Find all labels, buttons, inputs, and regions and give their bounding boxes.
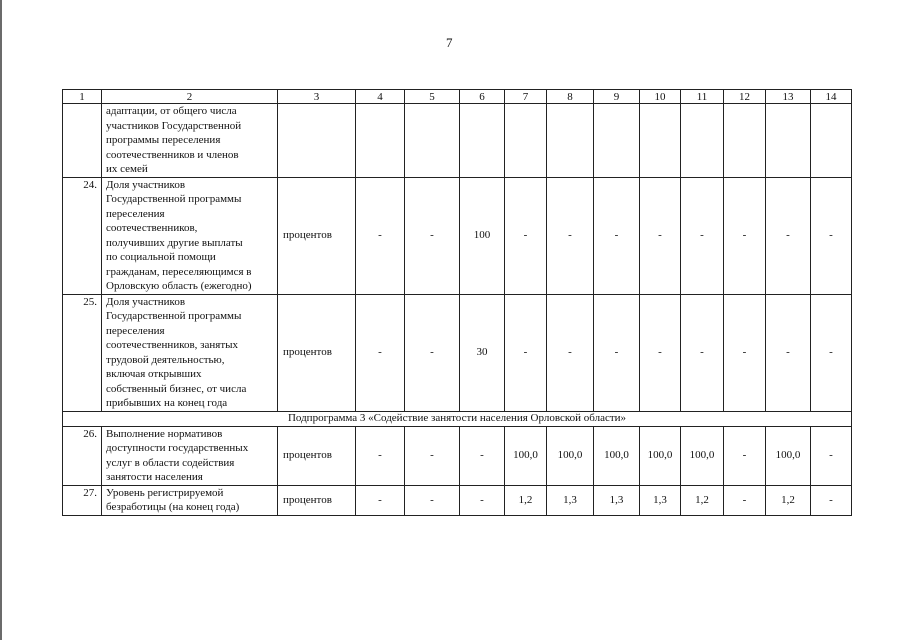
value-cell: 100: [460, 177, 505, 294]
table-row: [63, 104, 852, 178]
column-number-cell: 11: [681, 90, 724, 104]
column-number-cell: 13: [766, 90, 811, 104]
indicator-name-line: программы переселения: [106, 134, 221, 146]
value-cell: -: [356, 485, 405, 515]
value-cell: -: [766, 177, 811, 294]
indicator-name-line: соотечественников и членов: [106, 148, 239, 161]
value-cell: 100,0: [766, 426, 811, 485]
unit-of-measure: процентов: [278, 177, 356, 294]
indicator-name: [102, 104, 278, 178]
indicator-name-line: прибывших на конец года: [106, 397, 228, 409]
table-row: [63, 177, 852, 294]
column-number-cell: 8: [547, 90, 594, 104]
column-number-cell: 14: [811, 90, 852, 104]
table-row: [63, 485, 852, 515]
column-number-cell: 6: [460, 90, 505, 104]
value-cell: -: [681, 177, 724, 294]
unit-of-measure: [278, 104, 356, 178]
value-cell: [505, 104, 547, 178]
value-cell: 1,2: [766, 485, 811, 515]
column-number-cell: 1: [63, 90, 102, 104]
column-number-cell: 4: [356, 90, 405, 104]
indicator-name-line: доступности государственных: [106, 442, 249, 454]
column-number-cell: 12: [724, 90, 766, 104]
value-cell: -: [724, 485, 766, 515]
row-number: [63, 104, 102, 178]
column-number-cell: 7: [505, 90, 547, 104]
indicator-name-line: Уровень регистрируемой: [106, 486, 224, 499]
value-cell: -: [547, 294, 594, 411]
value-cell: 1,2: [505, 485, 547, 515]
value-cell: -: [356, 177, 405, 294]
indicator-name-line: по социальной помощи: [106, 251, 216, 263]
value-cell: -: [356, 294, 405, 411]
value-cell: 1,3: [594, 485, 640, 515]
indicator-name: [102, 177, 278, 294]
indicator-name-line: их семей: [106, 163, 148, 175]
table-row: [63, 294, 852, 411]
row-number: 26.: [63, 426, 102, 485]
indicator-name-line: Доля участников: [106, 178, 186, 191]
value-cell: -: [405, 294, 460, 411]
value-cell: -: [356, 426, 405, 485]
indicator-name-line: безработицы (на конец года): [106, 501, 240, 513]
value-cell: 30: [460, 294, 505, 411]
indicator-name-line: собственный бизнес, от числа: [106, 382, 247, 395]
value-cell: -: [640, 177, 681, 294]
indicator-name-line: трудовой деятельностью,: [106, 353, 225, 366]
unit-of-measure: процентов: [278, 426, 356, 485]
value-cell: -: [724, 426, 766, 485]
indicator-name-line: услуг в области содействия: [106, 456, 235, 469]
value-cell: -: [405, 426, 460, 485]
value-cell: 100,0: [681, 426, 724, 485]
value-cell: -: [724, 177, 766, 294]
row-number: 24.: [63, 177, 102, 294]
column-number-cell: 5: [405, 90, 460, 104]
value-cell: -: [405, 177, 460, 294]
subprogram-row: [63, 411, 852, 426]
value-cell: 1,3: [640, 485, 681, 515]
value-cell: [356, 104, 405, 178]
indicator-name-line: соотечественников, занятых: [106, 339, 239, 351]
scan-left-edge: [0, 0, 2, 640]
value-cell: -: [811, 485, 852, 515]
column-number-cell: 9: [594, 90, 640, 104]
value-cell: -: [505, 294, 547, 411]
unit-of-measure: процентов: [278, 294, 356, 411]
value-cell: [766, 104, 811, 178]
value-cell: -: [460, 485, 505, 515]
value-cell: [547, 104, 594, 178]
indicator-name-line: Государственной программы: [106, 310, 242, 322]
value-cell: -: [811, 426, 852, 485]
value-cell: [640, 104, 681, 178]
indicator-name-line: занятости населения: [106, 471, 203, 483]
value-cell: [405, 104, 460, 178]
value-cell: -: [594, 294, 640, 411]
indicator-name-line: Государственной программы: [106, 193, 242, 205]
unit-of-measure: процентов: [278, 485, 356, 515]
value-cell: -: [547, 177, 594, 294]
value-cell: -: [811, 294, 852, 411]
table-row: [63, 426, 852, 485]
value-cell: -: [811, 177, 852, 294]
value-cell: [681, 104, 724, 178]
indicator-name: [102, 485, 278, 515]
column-number-cell: 10: [640, 90, 681, 104]
column-number-cell: 2: [102, 90, 278, 104]
value-cell: [724, 104, 766, 178]
indicator-name-line: получивших другие выплаты: [106, 236, 243, 249]
indicator-name-line: гражданам, переселяющимся в: [106, 265, 252, 278]
indicator-name-line: соотечественников,: [106, 222, 198, 234]
indicator-name-line: Орловскую область (ежегодно): [106, 280, 252, 292]
value-cell: 100,0: [594, 426, 640, 485]
indicator-name-line: участников Государственной: [106, 119, 242, 132]
value-cell: 100,0: [547, 426, 594, 485]
value-cell: -: [681, 294, 724, 411]
value-cell: -: [405, 485, 460, 515]
value-cell: -: [640, 294, 681, 411]
column-number-row: [63, 90, 852, 104]
value-cell: -: [724, 294, 766, 411]
indicator-name: [102, 294, 278, 411]
indicator-name-line: переселения: [106, 207, 165, 220]
page-number: 7: [446, 35, 453, 50]
value-cell: [460, 104, 505, 178]
subprogram-title: Подпрограмма 3 «Содействие занятости населения Орловской области»: [63, 411, 852, 426]
value-cell: -: [460, 426, 505, 485]
value-cell: [811, 104, 852, 178]
indicator-name-line: адаптации, от общего числа: [106, 105, 237, 117]
value-cell: -: [505, 177, 547, 294]
indicator-name-line: Выполнение нормативов: [106, 427, 223, 440]
indicators-table: [62, 89, 852, 516]
value-cell: 1,2: [681, 485, 724, 515]
row-number: 27.: [63, 485, 102, 515]
indicator-name: [102, 426, 278, 485]
value-cell: -: [594, 177, 640, 294]
indicator-name-line: включая открывших: [106, 368, 202, 380]
value-cell: -: [766, 294, 811, 411]
value-cell: 100,0: [505, 426, 547, 485]
row-number: 25.: [63, 294, 102, 411]
column-number-cell: 3: [278, 90, 356, 104]
value-cell: [594, 104, 640, 178]
indicator-name-line: Доля участников: [106, 295, 186, 308]
indicator-name-line: переселения: [106, 324, 165, 337]
value-cell: 100,0: [640, 426, 681, 485]
value-cell: 1,3: [547, 485, 594, 515]
